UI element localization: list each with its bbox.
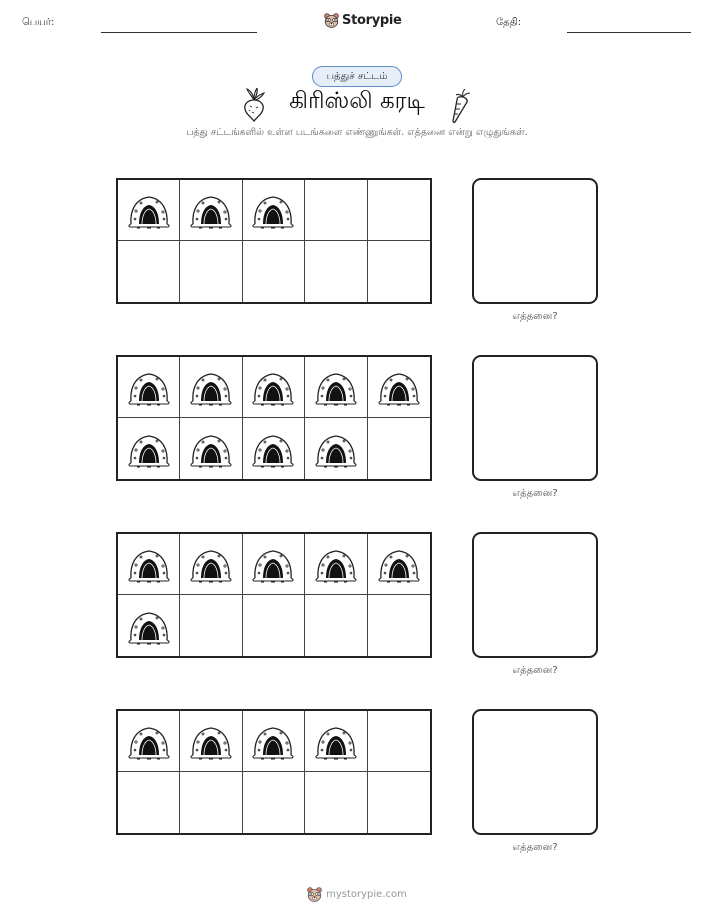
frame-cell bbox=[180, 534, 242, 595]
brand-logo bbox=[324, 12, 402, 29]
frame-cell bbox=[305, 357, 367, 418]
cave-icon bbox=[251, 430, 295, 468]
frame-cell bbox=[180, 772, 242, 833]
frame-cell bbox=[243, 711, 305, 772]
answer-label-3: எத்தனை? bbox=[512, 665, 558, 676]
frame-cell bbox=[118, 418, 180, 479]
frame-cell bbox=[243, 534, 305, 595]
frame-cell bbox=[243, 357, 305, 418]
frame-cell bbox=[180, 357, 242, 418]
answer-label-1: எத்தனை? bbox=[512, 311, 558, 322]
frame-cell bbox=[180, 418, 242, 479]
cave-icon bbox=[189, 368, 233, 406]
frame-cell bbox=[118, 711, 180, 772]
cave-icon bbox=[189, 545, 233, 583]
footer bbox=[0, 886, 714, 903]
frame-cell bbox=[368, 357, 430, 418]
frame-cell bbox=[118, 595, 180, 656]
answer-box-3[interactable] bbox=[472, 532, 598, 658]
cave-icon bbox=[189, 191, 233, 229]
frame-cell bbox=[305, 595, 367, 656]
answer-label-4: எத்தனை? bbox=[512, 842, 558, 853]
frame-cell bbox=[368, 534, 430, 595]
answer-box-1[interactable] bbox=[472, 178, 598, 304]
cave-icon bbox=[314, 430, 358, 468]
cave-icon bbox=[377, 545, 421, 583]
frame-cell bbox=[368, 772, 430, 833]
ten-frame-2 bbox=[116, 355, 432, 481]
worksheet-title: கிரிஸ்லி கரடி bbox=[289, 88, 425, 114]
frame-cell bbox=[180, 595, 242, 656]
frame-cell bbox=[368, 711, 430, 772]
cave-icon bbox=[314, 368, 358, 406]
ten-frame-1 bbox=[116, 178, 432, 304]
cave-icon bbox=[251, 722, 295, 760]
bear-face-icon bbox=[307, 886, 322, 903]
frame-cell bbox=[118, 180, 180, 241]
frame-cell bbox=[243, 595, 305, 656]
cave-icon bbox=[314, 722, 358, 760]
frame-cell bbox=[243, 180, 305, 241]
cave-icon bbox=[251, 545, 295, 583]
ten-frame-3 bbox=[116, 532, 432, 658]
brand-name: Storypie bbox=[342, 13, 402, 28]
date-line[interactable] bbox=[567, 32, 691, 33]
frame-cell bbox=[118, 772, 180, 833]
answer-box-4[interactable] bbox=[472, 709, 598, 835]
frame-cell bbox=[243, 418, 305, 479]
cave-icon bbox=[127, 430, 171, 468]
frame-cell bbox=[368, 180, 430, 241]
instructions: பத்து சட்டங்களில் உள்ள படங்களை எண்ணுங்கள். எத்தனை என்று எழுதுங்கள். bbox=[186, 127, 528, 138]
cave-icon bbox=[189, 430, 233, 468]
footer-url[interactable]: mystorypie.com bbox=[326, 889, 407, 900]
frame-cell bbox=[180, 711, 242, 772]
frame-cell bbox=[305, 772, 367, 833]
frame-cell bbox=[180, 241, 242, 302]
cave-icon bbox=[189, 722, 233, 760]
frame-cell bbox=[243, 772, 305, 833]
frame-cell bbox=[368, 418, 430, 479]
frame-cell bbox=[368, 241, 430, 302]
answer-label-2: எத்தனை? bbox=[512, 488, 558, 499]
cave-icon bbox=[127, 607, 171, 645]
date-label: தேதி: bbox=[496, 17, 522, 28]
cave-icon bbox=[127, 191, 171, 229]
frame-cell bbox=[305, 241, 367, 302]
frame-cell bbox=[118, 357, 180, 418]
frame-cell bbox=[368, 595, 430, 656]
answer-box-2[interactable] bbox=[472, 355, 598, 481]
cave-icon bbox=[377, 368, 421, 406]
cave-icon bbox=[127, 722, 171, 760]
topic-pill: பத்துச் சட்டம் bbox=[312, 66, 402, 87]
cave-icon bbox=[251, 368, 295, 406]
bear-face-icon bbox=[324, 12, 339, 29]
frame-cell bbox=[118, 534, 180, 595]
cave-icon bbox=[127, 368, 171, 406]
frame-cell bbox=[305, 534, 367, 595]
name-label: பெயர்: bbox=[22, 17, 55, 28]
cave-icon bbox=[127, 545, 171, 583]
frame-cell bbox=[305, 180, 367, 241]
frame-cell bbox=[118, 241, 180, 302]
ten-frame-4 bbox=[116, 709, 432, 835]
frame-cell bbox=[305, 418, 367, 479]
cave-icon bbox=[251, 191, 295, 229]
carrot-icon bbox=[449, 89, 471, 123]
frame-cell bbox=[305, 711, 367, 772]
name-line[interactable] bbox=[101, 32, 257, 33]
frame-cell bbox=[243, 241, 305, 302]
frame-cell bbox=[180, 180, 242, 241]
cave-icon bbox=[314, 545, 358, 583]
